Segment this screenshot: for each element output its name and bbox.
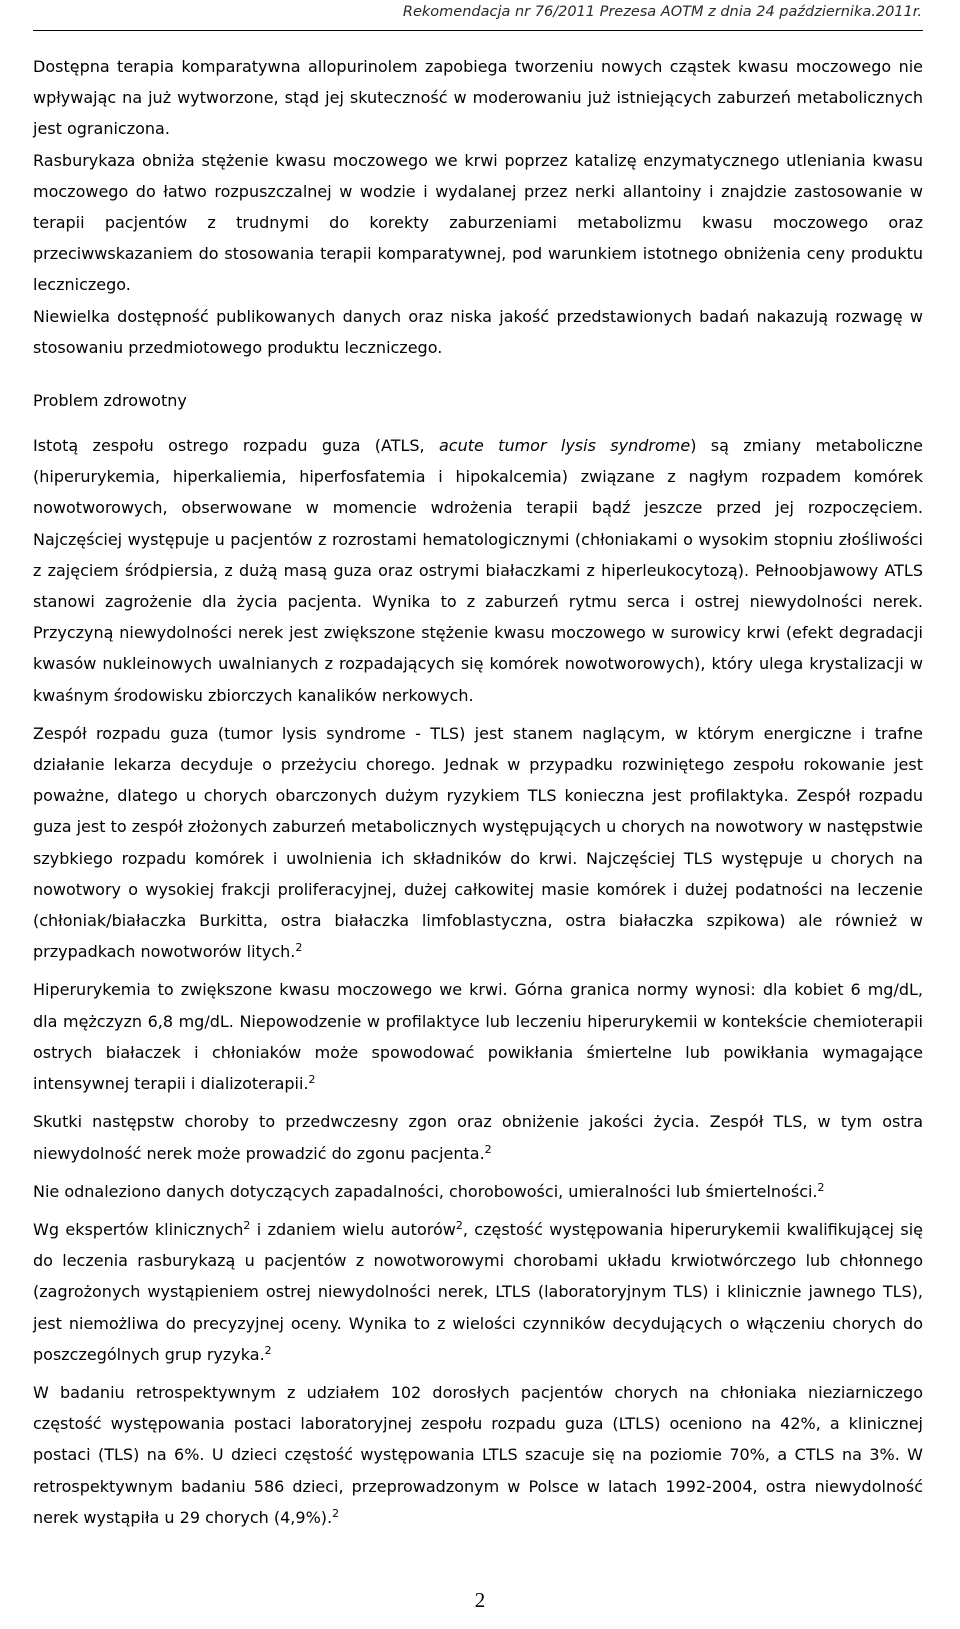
paragraph-hiperurykemia-text: Hiperurykemia to zwiększone kwasu moczowego we krwi. Górna granica normy wynosi: dla kobiet 6 mg/dL, dla mężczyzn 6,8 mg/dL. Niepowodzenie w profilaktyce lub leczeniu hiperurykemii w kontekście chemioterapii ostrych białaczek i chłoniaków może spowodować powikłania śmiertelne lub powikłania wymagające intensywnej terapii i dializoterapii.: [33, 980, 923, 1094]
paragraph-epidemiology-text: Nie odnaleziono danych dotyczących zapadalności, chorobowości, umieralności lub śmiertelności.: [33, 1181, 818, 1201]
header-rule: [33, 30, 923, 31]
paragraph-tls: [33, 718, 923, 968]
paragraph-hiperurykemia: [33, 974, 923, 1099]
paragraph-experts-part3: , częstość występowania hiperurykemii kwalifikującej się do leczenia rasburykazą u pacjentów z nowotworowymi chorobami układu krwiotwórczego lub chłonnego (zagrożonych wystąpieniem ostrej niewydolności nerek, LTLS (laboratoryjnym TLS) i klinicznie jawnego TLS), jest niemożliwa do precyzyjnej oceny. Wynika to z wielości czynników decydujących o włączeniu chorych do poszczególnych grup ryzyka.: [33, 1219, 923, 1364]
paragraph-experts-part2: i zdaniem wielu autorów: [250, 1219, 456, 1239]
footnote-ref: 2: [455, 1218, 463, 1232]
paragraph-atls-part2: ) są zmiany metaboliczne (hiperurykemia, hiperkaliemia, hiperfosfatemia i hipokalcemia) związane z nagłym rozpadem komórek nowotworowych, obserwowane w momencie wdrożenia terapii bądź jeszcze przed jej rozpoczęciem. Najczęściej występuje u pacjentów z rozrostami hematologicznymi (chłoniakami o wysokim stopniu złośliwości z zajęciem śródpiersia, z dużą masą guza oraz ostrymi białaczkami z hiperleukocytozą). Pełnoobjawowy ATLS stanowi zagrożenie dla życia pacjenta. Wynika to z zaburzeń rytmu serca i ostrej niewydolności nerek. Przyczyną niewydolności nerek jest zwiększone stężenie kwasu moczowego w surowicy krwi (efekt degradacji kwasów nukleinowych uwalnianych z rozpadających się komórek nowotworowych), który ulega krystalizacji w kwaśnym środowisku zbiorczych kanalików nerkowych.: [33, 436, 923, 705]
paragraph-epidemiology: [33, 1176, 923, 1207]
section-heading: Problem zdrowotny: [33, 391, 187, 411]
paragraph-skutki: [33, 1106, 923, 1168]
footnote-ref: 2: [817, 1180, 825, 1194]
footnote-ref: 2: [308, 1073, 316, 1087]
paragraph-retrospective-study-text: W badaniu retrospektywnym z udziałem 102 dorosłych pacjentów chorych na chłoniaka nieziarniczego częstość występowania postaci laboratoryjnej zespołu rozpadu guza (LTLS) oceniono na 42%, a klinicznej postaci (TLS) na 6%. U dzieci częstość występowania LTLS szacuje się na poziomie 70%, a CTLS na 3%. W retrospektywnym badaniu 586 dzieci, przeprowadzonym w Polsce w latach 1992-2004, ostra niewydolność nerek wystąpiła u 29 chorych (4,9%).: [33, 1382, 923, 1527]
paragraph-tls-text: Zespół rozpadu guza (tumor lysis syndrome - TLS) jest stanem naglącym, w którym energiczne i trafne działanie lekarza decyduje o przeżyciu chorego. Jednak w przypadku rozwiniętego zespołu rokowanie jest poważne, dlatego u chorych obarczonych dużym ryzykiem TLS konieczna jest profilaktyka. Zespół rozpadu guza jest to zespół złożonych zaburzeń metabolicznych występujących u chorych na nowotwory w następstwie szybkiego rozpadu komórek i uwolnienia ich składników do krwi. Najczęściej TLS występuje u chorych na nowotwory o wysokiej frakcji proliferacyjnej, dużej całkowitej masie komórek i dużej podatności na leczenie (chłoniak/białaczka Burkitta, ostra białaczka limfoblastyczna, ostra białaczka szpikowa) ale również w przypadkach nowotworów litych.: [33, 723, 923, 962]
footnote-ref: 2: [295, 941, 303, 955]
paragraph-rasburykaza: Rasburykaza obniża stężenie kwasu moczowego we krwi poprzez katalizę enzymatycznego utleniania kwasu moczowego do łatwo rozpuszczalnej w wodzie i wydalanej przez nerki allantoiny i znajdzie zastosowanie w terapii pacjentów z trudnymi do korekty zaburzeniami metabolizmu kwasu moczowego oraz przeciwwskazaniem do stosowania terapii komparatywnej, pod warunkiem istotnego obniżenia ceny produktu leczniczego.: [33, 150, 923, 295]
page-number: 2: [474, 1588, 486, 1612]
paragraph-atls-part1: Istotą zespołu ostrego rozpadu guza (ATLS,: [33, 436, 439, 456]
document-body: [33, 51, 923, 1533]
paragraph-experts: [33, 1214, 923, 1370]
footnote-ref: 2: [264, 1343, 272, 1357]
paragraph-data-availability: Niewielka dostępność publikowanych danych oraz niska jakość przedstawionych badań nakazują rozwagę w stosowaniu przedmiotowego produktu leczniczego.: [33, 306, 923, 357]
paragraph-retrospective-study: [33, 1377, 923, 1533]
paragraph-atls-italic-term: acute tumor lysis syndrome: [438, 436, 691, 456]
paragraph-allopurinol: Dostępna terapia komparatywna allopurinolem zapobiega tworzeniu nowych cząstek kwasu moczowego nie wpływając na już wytworzone, stąd jej skuteczność w moderowaniu już istniejących zaburzeń metabolicznych jest ograniczona.: [33, 57, 923, 139]
paragraph-atls: [33, 430, 923, 711]
paragraph-experts-part1: Wg ekspertów klinicznych: [33, 1219, 244, 1239]
footnote-ref: 2: [243, 1218, 251, 1232]
document-header: Rekomendacja nr 76/2011 Prezesa AOTM z dnia 24 października.2011r.: [402, 4, 922, 20]
footnote-ref: 2: [332, 1506, 340, 1520]
paragraph-skutki-text: Skutki następstw choroby to przedwczesny zgon oraz obniżenie jakości życia. Zespół TLS, w tym ostra niewydolność nerek może prowadzić do zgonu pacjenta.: [33, 1112, 923, 1163]
footnote-ref: 2: [484, 1142, 492, 1156]
